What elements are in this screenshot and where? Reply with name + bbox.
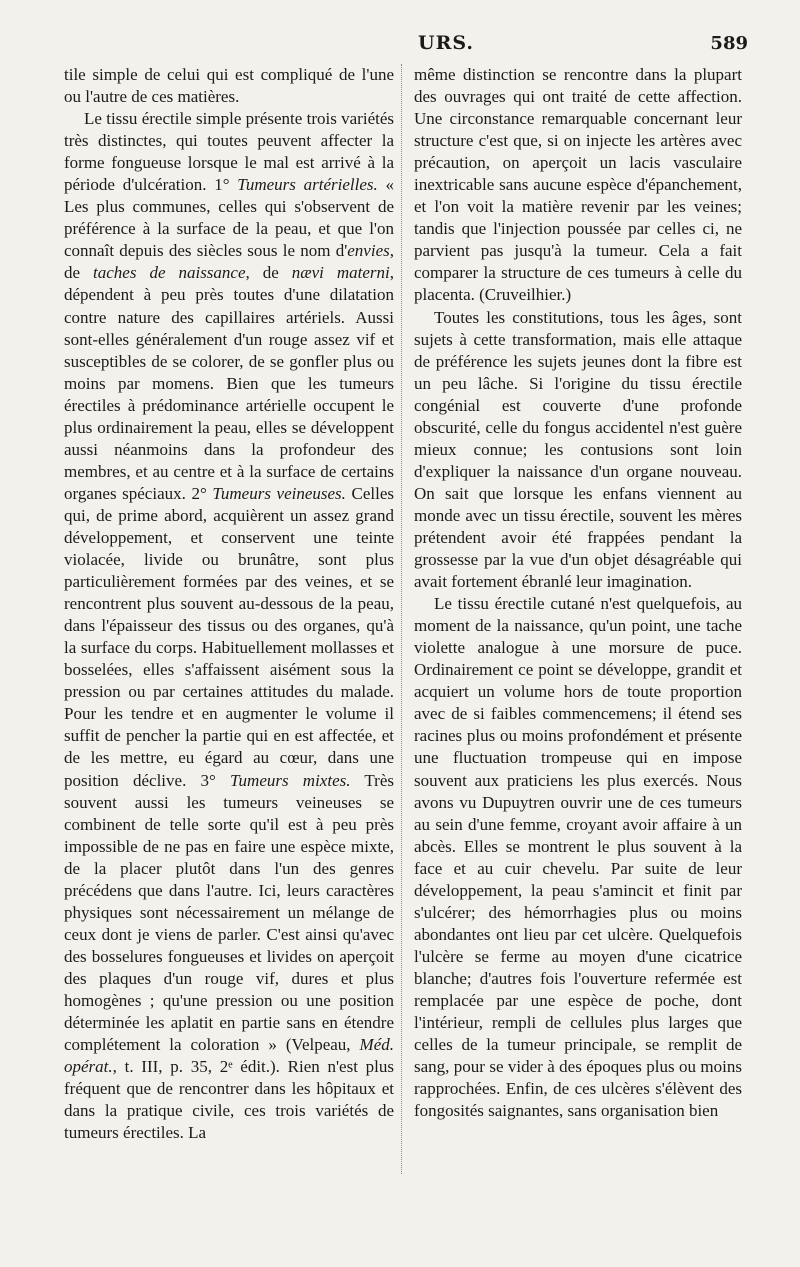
left-column: [64, 64, 394, 1144]
column-divider: [401, 64, 403, 1174]
text-run: « Les plus communes, celles qui s'observent de préférence à la surface de la peau, et que l'on connaît depuis des siècles sous le nom d': [64, 175, 394, 261]
right-column: [414, 64, 742, 1122]
text-run: Le tissu érectile simple présente trois variétés très distinctes, qui toutes peuvent affecter la forme fongueuse lorsque le mal est arrivé à la période d'ulcération. 1°: [64, 109, 394, 195]
text-run: , de: [245, 263, 292, 283]
paragraph-constitutions: Toutes les constitutions, tous les âges, sont sujets à cette transformation, mais elle attaque de préférence les sujets jeunes dont la fibre est un peu lâche. Si l'origine du tissu érectile congénial est couverte d'une profonde obscurité, celle du fongus accidentel n'est guère mieux connue; les contusions sont loin d'expliquer la naissance d'un organe nouveau. On sait que lorsque les enfans viennent au monde avec un tissu érectile, souvent les mères prétendent avoir été frappées pendant la grossesse par la vue d'un objet désagréable qui avait fortement ébranlé leur imagination.: [414, 307, 742, 592]
text-run: Très souvent aussi les tumeurs veineuses se combinent de telle sorte qu'il est à peu près impossible de ne pas en faire une espèce mixte, de la placer plutôt dans l'un des genres précédens que dans l'autre. Ici, leurs caractères physiques sont nécessairement un mélange de ceux dont je viens de parler. C'est ainsi qu'avec des bosselures fongueuses et livides on aperçoit des plaques d'un rouge vif, dures et plus homogènes ; qu'une pression ou une position déterminée les aplatit en partie sans en étendre complétement la coloration » (Velpeau,: [64, 770, 394, 1055]
italic-term-arterial: Tumeurs artérielles.: [237, 175, 378, 195]
paragraph-continuation: tile simple de celui qui est compliqué de l'une ou l'autre de ces matières.: [64, 65, 394, 107]
text-run: , dépendent à peu près toutes d'une dilatation contre nature des capillaires artériels. Aussi sont-elles généralement d'un rouge assez vif et susceptibles de se colorer, de se gonfler plus ou moins par momens. Bien que les tumeurs érectiles à prédominance artérielle occupent le plus ordinairement la peau, elles se développent aussi néanmoins dans la profondeur des membres, et au centre et à la surface de certains organes spéciaux. 2°: [64, 263, 395, 503]
text-run: , de: [64, 241, 394, 283]
italic-term-envies: envies: [347, 241, 390, 261]
italic-term-mixed: Tumeurs mixtes.: [230, 770, 351, 790]
italic-term-naevi: nævi materni: [291, 263, 390, 283]
italic-citation: Méd. opérat.: [64, 1035, 394, 1077]
page-number: 589: [710, 33, 748, 54]
paragraph-cutaneous-tissue: Le tissu érectile cutané n'est quelquefois, au moment de la naissance, qu'un point, une tache violette analogue à une morsure de puce. Ordinairement ce point se développe, grandit et acquiert un volume hors de toute proportion avec de si faibles commencemens; il étend ses racines plus ou moins profondément et présente une fluctuation trompeuse qui en impose souvent aux praticiens les plus exercés. Nous avons vu Dupuytren ouvrir une de ces tumeurs au sein d'une femme, croyant avoir affaire à un abcès. Elles se montrent le plus souvent à la face et au cuir chevelu. Par suite de leur développement, la peau s'amincit et finit par s'ulcérer; des hémorrhagies plus ou moins abondantes ont lieu par cet ulcère. Quelquefois l'ulcère se ferme au moyen d'une cicatrice blanche; d'autres fois l'ouverture refermée est remplacée par une espèce de poche, dont l'intérieur, rempli de cellules plus larges que celles de la tumeur principale, se remplit de sang, pour se vider à des époques plus ou moins rapprochées. Enfin, de ces ulcères s'élèvent des fongosités saignantes, sans organisation bien: [414, 594, 742, 1121]
italic-term-taches: taches de naissance: [93, 263, 246, 283]
italic-term-venous: Tumeurs veineuses.: [212, 483, 346, 503]
text-run: , t. III, p. 35, 2ᵉ édit.). Rien n'est plus fréquent que de rencontrer dans les hôpitaux et dans la pratique civile, ces trois variétés de tumeurs érectiles. La: [64, 1057, 394, 1143]
paragraph-erectile-varieties: [64, 108, 394, 1144]
running-head-title: URS.: [418, 32, 475, 54]
running-header: [0, 30, 800, 56]
paragraph-structure: même distinction se rencontre dans la plupart des ouvrages qui ont traité de cette affection. Une circonstance remarquable concernant leur structure c'est que, si on injecte les artères avec précaution, on aperçoit un lacis vasculaire inextricable sans aucune espèce d'épanchement, et l'on voit la matière revenir par les veines; tandis que l'injection poussée par celles ci, ne parvient pas jusqu'à la tumeur. Cela a fait comparer la structure de ces tumeurs à celle du placenta. (Cruveilhier.): [414, 65, 742, 305]
text-run: Celles qui, de prime abord, acquièrent un assez grand développement, et conservent une teinte violacée, livide ou brunâtre, sont plus particulièrement formées par des veines, et se rencontrent plus souvent au-dessous de la peau, dans l'épaisseur des tissus ou des organes, qu'à la surface du corps. Habituellement mollasses et bosselées, elles s'affaissent aisément sous la pression ou par certaines attitudes du malade. Pour les tendre et en augmenter le volume il suffit de pencher la partie qui en est affectée, et de les mettre, eu égard au cœur, dans une position déclive. 3°: [64, 483, 394, 790]
